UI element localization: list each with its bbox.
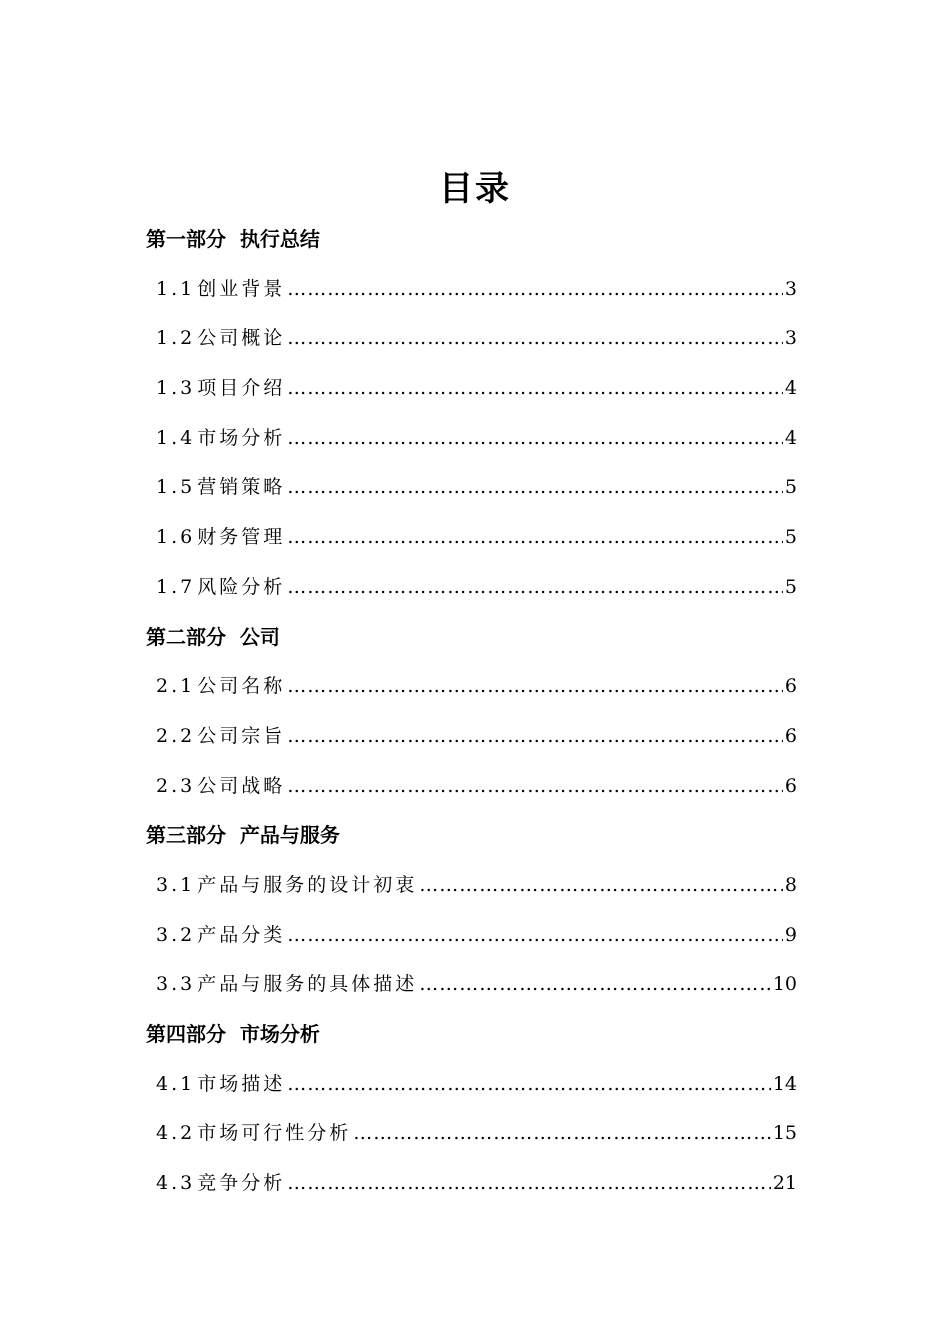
entry-page-number: 3 <box>784 277 797 300</box>
dot-leader <box>287 717 783 755</box>
toc-entry-2-2[interactable] <box>146 717 797 767</box>
entry-number: 1.5 <box>156 476 196 499</box>
entry-label: 营销策略 <box>197 476 286 499</box>
entry-number: 2.1 <box>156 675 196 698</box>
dot-leader <box>353 1114 771 1152</box>
entry-page-number: 5 <box>784 476 797 499</box>
section-heading-3[interactable]: 第三部分 产品与服务 <box>146 823 340 848</box>
entry-label: 财务管理 <box>197 526 286 549</box>
entry-label: 项目介绍 <box>197 377 286 400</box>
entry-number: 2.3 <box>156 774 196 797</box>
toc-entry-2-3[interactable] <box>146 767 797 817</box>
entry-number: 3.1 <box>156 873 196 896</box>
entry-page-number: 6 <box>784 774 797 797</box>
toc-entry-1-2[interactable] <box>146 319 797 369</box>
entry-page-number: 14 <box>772 1072 797 1095</box>
entry-label: 公司名称 <box>197 675 286 698</box>
entry-page-number: 15 <box>772 1122 797 1145</box>
entry-label: 公司战略 <box>197 774 286 797</box>
toc-entry-3-1[interactable] <box>146 866 797 916</box>
dot-leader <box>287 270 783 308</box>
dot-leader <box>287 1164 771 1202</box>
entry-page-number: 8 <box>784 873 797 896</box>
toc-entry-4-2[interactable] <box>146 1114 797 1164</box>
dot-leader <box>287 369 783 407</box>
dot-leader <box>287 518 783 556</box>
section-heading-4[interactable]: 第四部分 市场分析 <box>146 1022 320 1046</box>
entry-number: 3.2 <box>156 923 196 946</box>
toc-title: 目录 <box>439 169 511 209</box>
entry-label: 市场描述 <box>197 1072 286 1095</box>
toc-entry-2-1[interactable] <box>146 667 797 717</box>
table-of-contents <box>146 220 806 1214</box>
dot-leader <box>287 767 783 805</box>
toc-entry-1-4[interactable] <box>146 419 797 469</box>
dot-leader <box>419 965 771 1003</box>
entry-label: 公司概论 <box>197 327 286 350</box>
section-heading-1[interactable]: 第一部分 执行总结 <box>146 227 320 251</box>
entry-label: 市场可行性分析 <box>197 1122 352 1145</box>
dot-leader <box>419 866 783 904</box>
entry-number: 1.4 <box>156 426 196 449</box>
entry-number: 4.1 <box>156 1072 196 1095</box>
toc-entry-1-6[interactable] <box>146 518 797 568</box>
entry-number: 4.3 <box>156 1172 196 1195</box>
dot-leader <box>287 568 783 606</box>
toc-entry-1-5[interactable] <box>146 468 797 518</box>
entry-page-number: 5 <box>784 575 797 598</box>
entry-label: 创业背景 <box>197 277 286 300</box>
entry-page-number: 4 <box>784 426 797 449</box>
toc-entry-1-3[interactable] <box>146 369 797 419</box>
entry-page-number: 3 <box>784 327 797 350</box>
entry-number: 1.6 <box>156 526 196 549</box>
dot-leader <box>287 319 783 357</box>
entry-page-number: 6 <box>784 724 797 747</box>
entry-page-number: 10 <box>772 973 797 996</box>
dot-leader <box>287 916 783 954</box>
section-heading-2[interactable]: 第二部分 公司 <box>146 624 280 649</box>
toc-entry-4-3[interactable] <box>146 1164 797 1214</box>
entry-number: 1.1 <box>156 277 196 300</box>
entry-label: 产品分类 <box>197 923 286 946</box>
entry-page-number: 4 <box>784 377 797 400</box>
entry-page-number: 21 <box>772 1172 797 1195</box>
toc-entry-4-1[interactable] <box>146 1065 797 1115</box>
entry-number: 1.7 <box>156 575 196 598</box>
dot-leader <box>287 1065 771 1103</box>
entry-label: 产品与服务的设计初衷 <box>197 873 418 896</box>
entry-label: 竞争分析 <box>197 1172 286 1195</box>
entry-label: 公司宗旨 <box>197 724 286 747</box>
entry-number: 4.2 <box>156 1122 196 1145</box>
entry-page-number: 6 <box>784 675 797 698</box>
entry-label: 风险分析 <box>197 575 286 598</box>
entry-number: 2.2 <box>156 724 196 747</box>
toc-entry-3-2[interactable] <box>146 916 797 966</box>
toc-entry-1-1[interactable] <box>146 270 797 320</box>
entry-number: 3.3 <box>156 973 196 996</box>
entry-page-number: 5 <box>784 526 797 549</box>
dot-leader <box>287 667 783 705</box>
entry-page-number: 9 <box>784 923 797 946</box>
dot-leader <box>287 468 783 506</box>
dot-leader <box>287 419 783 457</box>
entry-label: 市场分析 <box>197 426 286 449</box>
toc-entry-1-7[interactable] <box>146 568 797 618</box>
entry-number: 1.3 <box>156 377 196 400</box>
entry-label: 产品与服务的具体描述 <box>197 973 418 996</box>
entry-number: 1.2 <box>156 327 196 350</box>
toc-entry-3-3[interactable] <box>146 965 797 1015</box>
